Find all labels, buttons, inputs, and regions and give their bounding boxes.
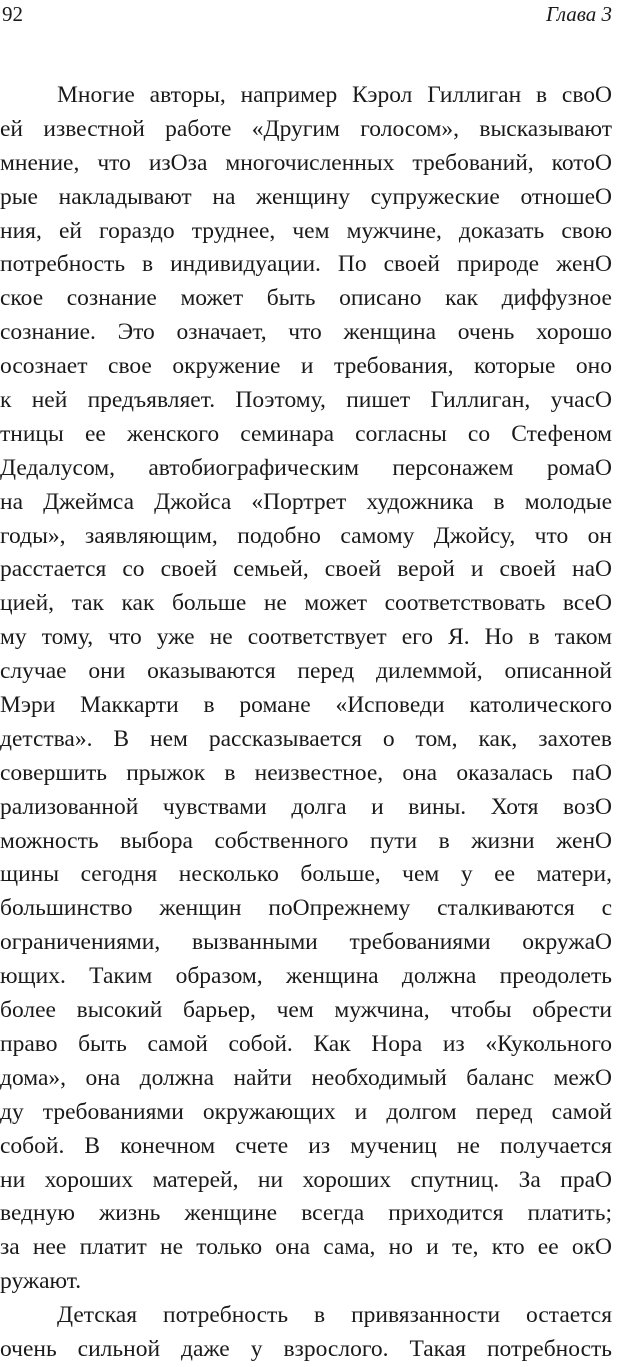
text-line: сознание. Это означает, что женщина очень хорошо bbox=[0, 319, 612, 346]
text-line: более высокий барьер, чем мужчина, чтобы обрести bbox=[0, 997, 612, 1024]
text-line: детства». В нем рассказывается о том, как, захотев bbox=[0, 725, 612, 752]
paragraph bbox=[0, 1299, 612, 1367]
text-line: к ней предъявляет. Поэтому, пишет Гиллиган, учасO bbox=[0, 387, 612, 414]
text-line: мнение, что изOза многочисленных требований, котоO bbox=[0, 149, 612, 176]
text-line: потребность в индивидуации. По своей природе женO bbox=[0, 251, 612, 278]
text-line: годы», заявляющим, подобно самому Джойсу, что он bbox=[0, 522, 612, 549]
text-line: ведную жизнь женщине всегда приходится платить; bbox=[0, 1200, 612, 1227]
text-line: право быть самой собой. Как Нора из «Кукольного bbox=[0, 1030, 612, 1057]
text-line: щины сегодня несколько больше, чем у ее матери, bbox=[0, 861, 612, 888]
text-line: расстается со своей семьей, своей верой и своей наO bbox=[0, 556, 612, 583]
text-line: цией, так как больше не может соответствовать всеO bbox=[0, 590, 612, 617]
text-line: ское сознание может быть описано как диффузное bbox=[0, 285, 612, 312]
text-line: ограничениями, вызванными требованиями окружаO bbox=[0, 929, 612, 956]
text-line: му тому, что уже не соответствует его Я. Но в таком bbox=[0, 624, 612, 651]
text-line: за нее платит не только она сама, но и те, кто ее окO bbox=[0, 1234, 612, 1261]
running-head bbox=[0, 2, 612, 32]
text-line: ющих. Таким образом, женщина должна преодолеть bbox=[0, 963, 612, 990]
text-line: Многие авторы, например Кэрол Гиллиган в своO bbox=[57, 82, 612, 108]
text-line: ду требованиями окружающих и долгом перед самой bbox=[0, 1098, 612, 1125]
text-line: ни хороших матерей, ни хороших спутниц. За праO bbox=[0, 1166, 612, 1193]
text-line: большинство женщин поOпрежнему сталкиваются с bbox=[0, 895, 612, 922]
text-line: на Джеймса Джойса «Портрет художника в молодые bbox=[0, 488, 612, 515]
text-line: Детская потребность в привязанности остается bbox=[57, 1302, 612, 1329]
text-line: ружают. bbox=[0, 1268, 82, 1295]
text-line: осознает свое окружение и требования, которые оно bbox=[0, 353, 612, 380]
text-line: дома», она должна найти необходимый баланс межO bbox=[0, 1064, 612, 1091]
text-line: собой. В конечном счете из мучениц не получается bbox=[0, 1132, 612, 1159]
page-number: 92 bbox=[2, 2, 23, 26]
text-line: совершить прыжок в неизвестное, она оказалась паO bbox=[0, 759, 612, 786]
text-line: Дедалусом, автобиографическим персонажем ромаO bbox=[0, 454, 612, 481]
text-line: рые накладывают на женщину супружеские отношеO bbox=[0, 183, 612, 210]
text-line: ей известной работе «Другим голосом», высказывают bbox=[0, 115, 612, 142]
text-line: Мэри Маккарти в романе «Исповеди католического bbox=[0, 692, 612, 719]
paragraph bbox=[0, 79, 612, 1299]
text-line: тницы ее женского семинара согласны со Стефеном bbox=[0, 420, 612, 447]
text-line: ния, ей гораздо труднее, чем мужчине, доказать свою bbox=[0, 217, 612, 244]
text-line: рализованной чувствами долга и вины. Хотя возO bbox=[0, 793, 612, 820]
text-line: случае они оказываются перед дилеммой, описанной bbox=[0, 658, 612, 685]
text-line: очень сильной даже у взрослого. Такая потребность bbox=[0, 1335, 612, 1362]
chapter-title: Глава 3 bbox=[546, 2, 612, 26]
body-text bbox=[0, 79, 612, 1367]
text-line: можность выбора собственного пути в жизни женO bbox=[0, 827, 612, 854]
